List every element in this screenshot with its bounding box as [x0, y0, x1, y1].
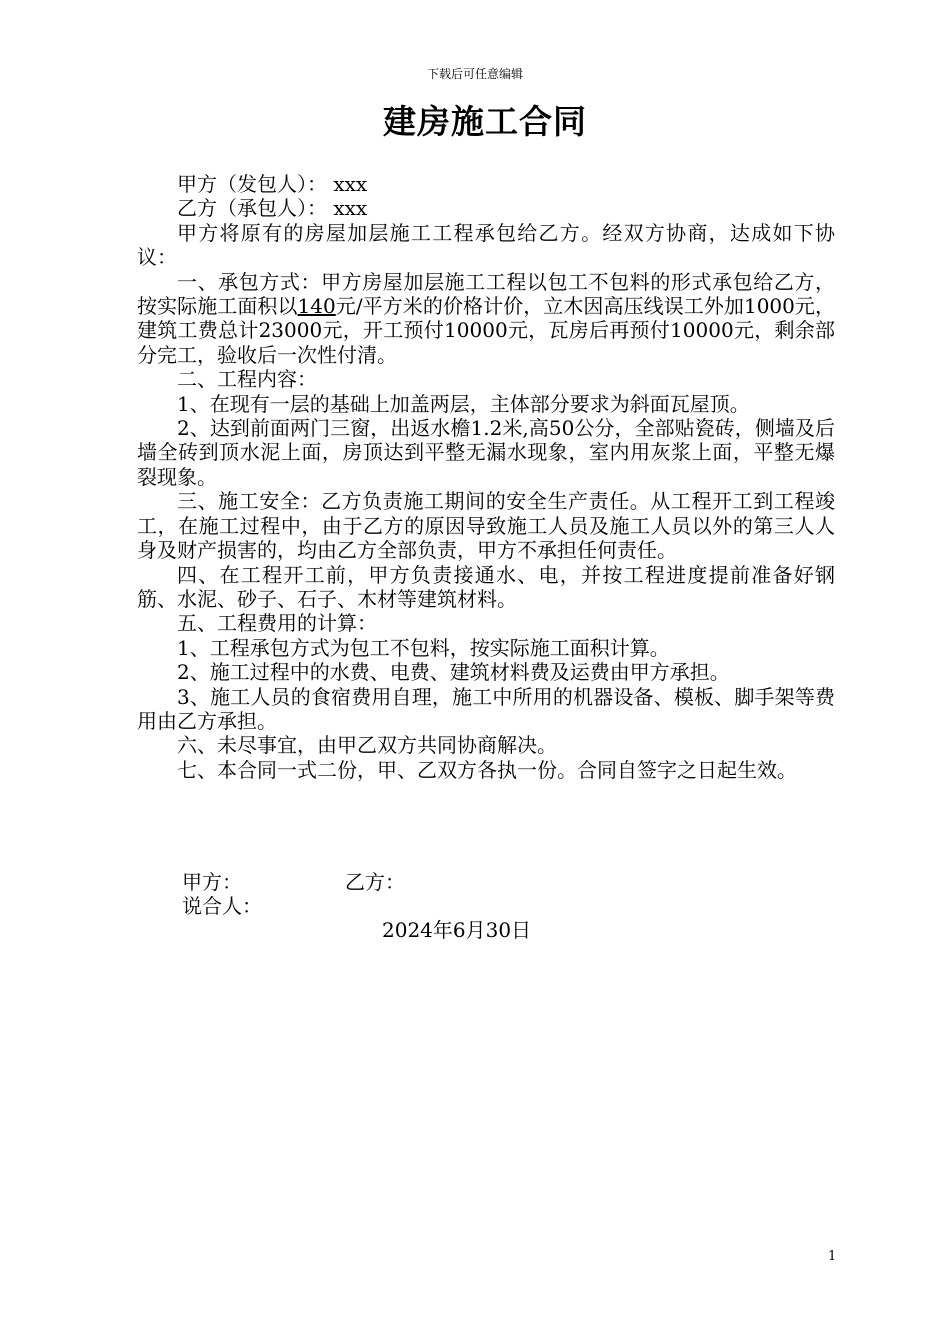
party-b-signature-label: 乙方： [345, 870, 405, 894]
contract-date: 2024年6月30日 [382, 918, 532, 942]
page-number: 1 [828, 1249, 837, 1264]
clause-5-item-2: 2、施工过程中的水费、电费、建筑材料费及运费由甲方承担。 [177, 660, 730, 685]
clause-5-item-3: 3、施工人员的食宿费用自理，施工中所用的机器设备、模板、脚手架等费用由乙方承担。 [137, 684, 835, 733]
document-title: 建房施工合同 [383, 102, 587, 141]
clause-2-item-1: 1、在现有一层的基础上加盖两层，主体部分要求为斜面瓦屋顶。 [177, 391, 750, 416]
clause-2-heading: 二、工程内容： [177, 367, 317, 392]
clause-2-item-2: 2、达到前面两门三窗，出返水檐1.2米,高50公分，全部贴瓷砖，侧墙及后墙全砖到顶水泥上面，房顶达到平整无漏水现象，室内用灰浆上面，平整无爆裂现象。 [137, 416, 835, 489]
preamble-paragraph: 甲方将原有的房屋加层施工工程承包给乙方。经双方协商，达成如下协议： [137, 220, 835, 270]
price-per-square-meter: 140 [297, 294, 336, 319]
clause-1-text-after: 元/平方米的价格计价，立木因高压线误工外加1000元，建筑工费总计23000元，开工预付10000元，瓦房后再预付10000元，剩余部分完工，验收后一次性付清。 [137, 294, 835, 367]
party-a-line: 甲方（发包人）： xxx [177, 172, 368, 196]
party-a-signature-label: 甲方： [182, 870, 242, 894]
contract-body [137, 172, 835, 782]
clause-1-contract-method [137, 270, 835, 368]
signature-row [182, 870, 405, 894]
mediator-row [182, 894, 262, 918]
clause-7-copies: 七、本合同一式二份，甲、乙双方各执一份。合同自签字之日起生效。 [177, 757, 797, 782]
clause-5-heading: 五、工程费用的计算： [177, 611, 377, 636]
clause-1-text-before: 一、承包方式：甲方房屋加层施工工程以包工不包料的形式承包给乙方，按实际施工面积以 [137, 269, 835, 319]
clause-5-item-1: 1、工程承包方式为包工不包料，按实际施工面积计算。 [177, 635, 670, 660]
clause-4-preparation: 四、在工程开工前，甲方负责接通水、电，并按工程进度提前准备好钢筋、水泥、砂子、石子、木材等建筑材料。 [137, 562, 835, 611]
header-note: 下载后可任意编辑 [426, 67, 523, 81]
party-b-line: 乙方（承包人）： xxx [177, 196, 368, 221]
clause-3-safety: 三、施工安全：乙方负责施工期间的安全生产责任。从工程开工到工程竣工，在施工过程中，由于乙方的原因导致施工人员及施工人员以外的第三人人身及财产损害的，均由乙方全部负责，甲方不承担任何责任。 [137, 489, 835, 563]
mediator-signature-label: 说合人： [182, 894, 262, 918]
clause-6-other-matters: 六、未尽事宜，由甲乙双方共同协商解决。 [177, 733, 557, 758]
